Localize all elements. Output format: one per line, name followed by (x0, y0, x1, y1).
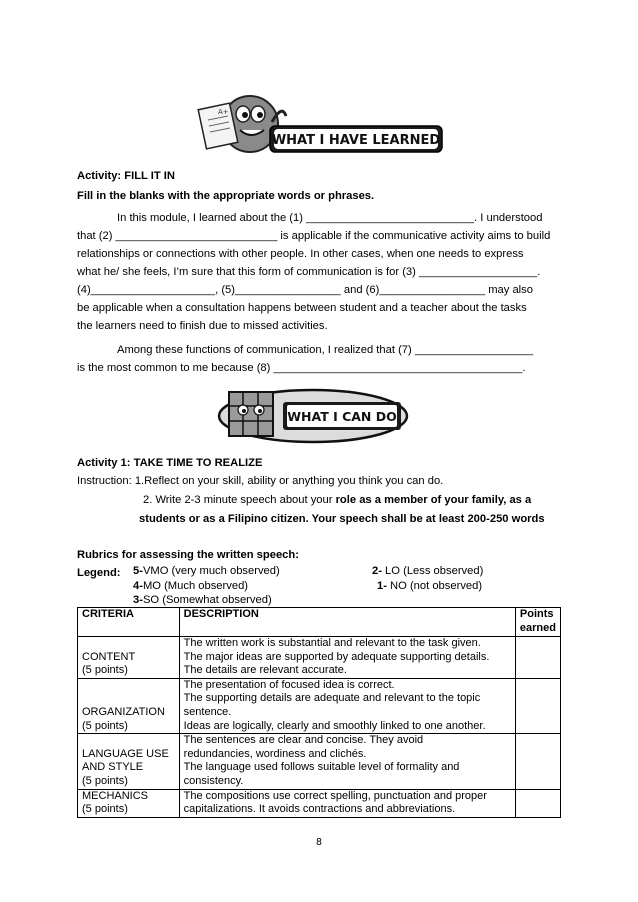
points-header: Points earned (515, 608, 560, 637)
legend-item: 2- LO (Less observed) (372, 565, 484, 577)
description-cell: The presentation of focused idea is correct. The supporting details are adequate and relevant to the topic sentence. Ideas are logically, clearly and smoothly linked to one another. (179, 678, 515, 733)
rubric-table (77, 607, 561, 818)
points-cell[interactable] (515, 734, 560, 789)
description-cell: The written work is substantial and relevant to the task given. The major ideas are supported by adequate supporting details. The details are relevant accurate. (179, 637, 515, 679)
legend-item: 4-MO (Much observed) (133, 580, 249, 592)
fill-paragraph-line: In this module, I learned about the (1) ___________________________. I understood (117, 212, 543, 224)
fill-paragraph-line: what he/ she feels, I’m sure that this form of communication is for (3) ___________________. (77, 266, 541, 278)
svg-text:WHAT I HAVE LEARNED: WHAT I HAVE LEARNED (271, 133, 441, 148)
fill-paragraph-line: (4)____________________, (5)_________________ and (6)_________________ may also (77, 284, 533, 296)
criteria-cell: LANGUAGE USE AND STYLE (5 points) (78, 734, 180, 789)
what-i-can-do-banner (213, 380, 409, 446)
legend-item: 1- NO (not observed) (377, 580, 483, 592)
criteria-header: CRITERIA (78, 608, 180, 637)
fill-paragraph-line: be applicable when a consultation happens between student and a teacher about the tasks (77, 302, 527, 314)
step2-bold-text: role as a member of your family, as a (335, 494, 532, 506)
points-cell[interactable] (515, 637, 560, 679)
criteria-cell: ORGANIZATION (5 points) (78, 678, 180, 733)
table-row (78, 678, 561, 733)
criteria-cell: CONTENT (5 points) (78, 637, 180, 679)
activity-realize-step2 (143, 491, 531, 509)
table-row (78, 637, 561, 679)
activity-fill-instruction: Fill in the blanks with the appropriate words or phrases. (77, 190, 375, 202)
step2-text: 2. Write 2-3 minute speech about your (143, 494, 336, 506)
page-number: 8 (315, 837, 323, 848)
rubric-heading: Rubrics for assessing the written speech: (77, 549, 299, 561)
points-cell[interactable] (515, 789, 560, 817)
fill-paragraph-line: relationships or connections with other people. In other cases, when one needs to express (77, 248, 524, 260)
activity-realize-heading: Activity 1: TAKE TIME TO REALIZE (77, 457, 263, 469)
activity-realize-instruction: Instruction: 1.Reflect on your skill, ability or anything you think you can do. (77, 475, 444, 487)
description-header: DESCRIPTION (179, 608, 515, 637)
activity-fill-heading: Activity: FILL IT IN (77, 170, 175, 182)
description-cell: The sentences are clear and concise. They avoid redundancies, wordiness and clichés. The language used follows suitable level of formality and consistency. (179, 734, 515, 789)
table-row (78, 789, 561, 817)
legend-item: 5-VMO (very much observed) (133, 565, 280, 577)
table-row (78, 734, 561, 789)
fill-paragraph-line: that (2) __________________________ is applicable if the communicative activity aims to build (77, 230, 551, 242)
fill-paragraph-line: is the most common to me because (8) ________________________________________. (77, 362, 526, 374)
points-cell[interactable] (515, 678, 560, 733)
svg-text:A+: A+ (218, 108, 229, 116)
fill-paragraph-line: the learners need to finish due to missed activities. (77, 320, 328, 332)
svg-text:WHAT I CAN DO: WHAT I CAN DO (287, 409, 397, 424)
description-cell: The compositions use correct spelling, punctuation and proper capitalizations. It avoids contractions and abbreviations. (179, 789, 515, 817)
legend-item: 3-SO (Somewhat observed) (133, 594, 272, 606)
activity-realize-step2-line2: students or as a Filipino citizen. Your speech shall be at least 200-250 words (139, 513, 545, 525)
fill-paragraph-line: Among these functions of communication, I realized that (7) ___________________ (117, 344, 534, 356)
criteria-cell: MECHANICS (5 points) (78, 789, 180, 817)
what-i-have-learned-banner (188, 92, 446, 162)
legend-label: Legend: (77, 567, 121, 579)
table-header-row (78, 608, 561, 637)
